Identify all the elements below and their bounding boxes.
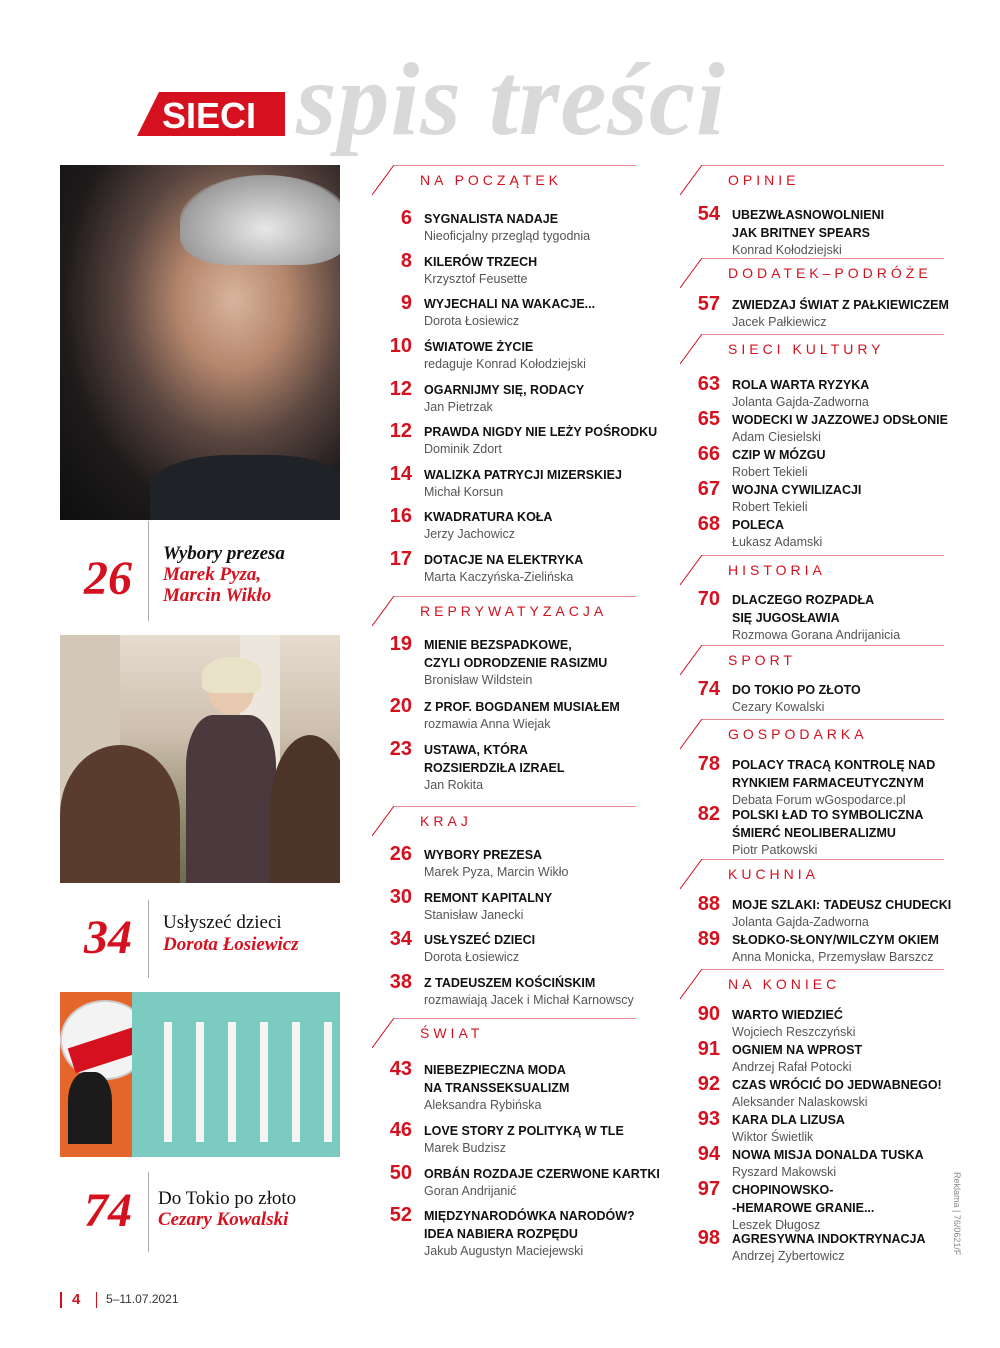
logo-text: SIECI xyxy=(162,95,257,136)
entry-title: DO TOKIO PO ZŁOTO xyxy=(732,683,861,697)
toc-entry[interactable] xyxy=(374,738,634,795)
entry-page-number: 68 xyxy=(697,513,720,535)
entry-page-number: 65 xyxy=(697,408,720,430)
section-label: NA KONIEC xyxy=(728,976,841,992)
entry-author: Anna Monicka, Przemysław Barszcz xyxy=(732,950,934,964)
entry-title: PRAWDA NIGDY NIE LEŻY POŚRODKU xyxy=(424,425,658,439)
entry-page-number: 63 xyxy=(697,373,720,395)
entry-author: Michał Korsun xyxy=(424,485,504,499)
entry-author: Marek Pyza, Marcin Wikło xyxy=(424,865,569,879)
feature-2-title: Usłyszeć dzieci xyxy=(163,912,282,933)
toc-entry[interactable] xyxy=(682,588,942,645)
entry-title: SŁODKO-SŁONY/WILCZYM OKIEM xyxy=(732,933,939,947)
entry-title: POLECA xyxy=(732,518,785,532)
entry-page-number: 30 xyxy=(389,886,412,908)
photo-first-lady xyxy=(60,635,340,883)
entry-author: Aleksander Nalaskowski xyxy=(732,1095,868,1109)
toc-entry[interactable] xyxy=(374,1162,660,1201)
entry-title: MIENIE BEZSPADKOWE, xyxy=(424,638,572,652)
entry-page-number: 93 xyxy=(697,1108,720,1130)
toc-entry[interactable] xyxy=(682,443,942,482)
entry-page-number: 52 xyxy=(389,1204,412,1226)
entry-title: DLACZEGO ROZPADŁA xyxy=(732,593,875,607)
toc-entry[interactable] xyxy=(682,1143,942,1182)
toc-entry[interactable] xyxy=(374,633,634,690)
photo-volleyball-team xyxy=(60,992,340,1157)
entry-author: Jerzy Jachowicz xyxy=(424,527,515,541)
entry-page-number: 10 xyxy=(389,335,412,357)
section-label: HISTORIA xyxy=(728,562,826,578)
entry-title: WODECKI W JAZZOWEJ ODSŁONIE xyxy=(732,413,948,427)
section-header-podroze xyxy=(680,258,944,290)
issue-date: 5–11.07.2021 xyxy=(106,1292,179,1306)
entry-author: rozmawia Anna Wiejak xyxy=(424,717,551,731)
entry-author: Leszek Długosz xyxy=(732,1218,821,1232)
section-label: DODATEK–PODRÓŻE xyxy=(728,265,932,281)
entry-page-number: 88 xyxy=(697,893,720,915)
section-label: GOSPODARKA xyxy=(728,726,868,742)
toc-entry[interactable] xyxy=(682,513,942,552)
entry-title: OGARNIJMY SIĘ, RODACY xyxy=(424,383,585,397)
entry-title: WOJNA CYWILIZACJI xyxy=(732,483,862,497)
entry-page-number: 91 xyxy=(697,1038,720,1060)
entry-page-number: 78 xyxy=(697,753,720,775)
section-label: NA POCZĄTEK xyxy=(420,172,563,188)
section-rule xyxy=(680,645,944,677)
toc-entry[interactable] xyxy=(374,1058,634,1115)
entry-page-number: 98 xyxy=(697,1227,720,1249)
toc-entry[interactable] xyxy=(374,1204,635,1261)
entry-author: Dorota Łosiewicz xyxy=(424,950,520,964)
entry-title: CZIP W MÓZGU xyxy=(732,448,826,462)
entry-title: WARTO WIEDZIEĆ xyxy=(732,1008,843,1022)
entry-title: NIEBEZPIECZNA MODA xyxy=(424,1063,566,1077)
section-header-na-poczatek xyxy=(372,165,636,197)
entry-page-number: 9 xyxy=(400,292,412,314)
entry-page-number: 70 xyxy=(697,588,720,610)
entry-page-number: 8 xyxy=(400,250,412,272)
entry-author: Adam Ciesielski xyxy=(732,430,821,444)
feature-1-number: 26 xyxy=(84,552,132,605)
section-label: SIECI KULTURY xyxy=(728,341,885,357)
entry-page-number: 67 xyxy=(697,478,720,500)
entry-title: ORBÁN ROZDAJE CZERWONE KARTKI xyxy=(424,1167,660,1181)
feature-1-title: Wybory prezesa xyxy=(163,543,285,564)
entry-page-number: 82 xyxy=(697,803,720,825)
entry-title: DOTACJE NA ELEKTRYKA xyxy=(424,553,584,567)
entry-title: Z PROF. BOGDANEM MUSIAŁEM xyxy=(424,700,620,714)
entry-title: REMONT KAPITALNY xyxy=(424,891,553,905)
section-header-kraj xyxy=(372,806,636,838)
entry-author: Piotr Patkowski xyxy=(732,843,818,857)
section-header-kuchnia xyxy=(680,859,944,891)
toc-entry[interactable] xyxy=(682,803,942,860)
section-header-swiat xyxy=(372,1018,636,1050)
toc-entry[interactable] xyxy=(374,1119,634,1158)
footer-divider xyxy=(96,1292,97,1308)
entry-page-number: 23 xyxy=(389,738,412,760)
section-header-gospodarka xyxy=(680,719,944,751)
feature-1-author: Marek Pyza, xyxy=(163,564,262,585)
feature-3-divider xyxy=(148,1172,149,1252)
entry-title-line-2: JAK BRITNEY SPEARS xyxy=(732,226,870,240)
entry-author: Aleksandra Rybińska xyxy=(424,1098,542,1112)
feature-1-author-2: Marcin Wikło xyxy=(163,585,272,606)
toc-entry[interactable] xyxy=(374,207,634,246)
entry-author: Andrzej Rafał Potocki xyxy=(732,1060,852,1074)
photo-kaczynski xyxy=(60,165,340,520)
entry-title: UBEZWŁASNOWOLNIENI xyxy=(732,208,885,222)
entry-page-number: 97 xyxy=(697,1178,720,1200)
entry-author: Andrzej Zybertowicz xyxy=(732,1249,845,1263)
entry-author: Stanisław Janecki xyxy=(424,908,524,922)
entry-author: Bronisław Wildstein xyxy=(424,673,533,687)
entry-page-number: 94 xyxy=(697,1143,720,1165)
feature-3-author: Cezary Kowalski xyxy=(158,1209,289,1230)
entry-title-line-2: ŚMIERĆ NEOLIBERALIZMU xyxy=(732,826,896,840)
entry-page-number: 92 xyxy=(697,1073,720,1095)
entry-author: redaguje Konrad Kołodziejski xyxy=(424,357,586,371)
section-label: OPINIE xyxy=(728,172,800,188)
entry-page-number: 43 xyxy=(389,1058,412,1080)
entry-page-number: 66 xyxy=(697,443,720,465)
entry-page-number: 26 xyxy=(389,843,412,865)
section-rule xyxy=(372,1018,636,1050)
entry-title: KWADRATURA KOŁA xyxy=(424,510,553,524)
toc-entry[interactable] xyxy=(682,928,942,967)
entry-title-line-2: -HEMAROWE GRANIE... xyxy=(732,1201,875,1215)
toc-entry[interactable] xyxy=(682,293,949,332)
toc-entry[interactable] xyxy=(374,463,634,502)
entry-author: Robert Tekieli xyxy=(732,465,808,479)
footer-accent-bar xyxy=(60,1292,62,1308)
toc-entry[interactable] xyxy=(374,548,634,587)
entry-title-line-2: IDEA NABIERA ROZPĘDU xyxy=(424,1227,578,1241)
entry-page-number: 6 xyxy=(400,207,412,229)
toc-entry[interactable] xyxy=(374,335,634,374)
toc-entry[interactable] xyxy=(682,1108,942,1147)
toc-entry[interactable] xyxy=(682,478,942,517)
section-rule xyxy=(372,806,636,838)
entry-page-number: 90 xyxy=(697,1003,720,1025)
toc-entry[interactable] xyxy=(374,505,634,544)
section-rule xyxy=(680,165,944,197)
toc-entry[interactable] xyxy=(374,378,634,417)
entry-author: Ryszard Makowski xyxy=(732,1165,837,1179)
section-header-kultury xyxy=(680,334,944,366)
entry-title: USTAWA, KTÓRA xyxy=(424,743,528,757)
entry-title: Z TADEUSZEM KOŚCIŃSKIM xyxy=(424,976,596,990)
entry-page-number: 89 xyxy=(697,928,720,950)
entry-author: Dominik Zdort xyxy=(424,442,502,456)
entry-author: Jolanta Gajda-Zadworna xyxy=(732,915,869,929)
entry-author: Jolanta Gajda-Zadworna xyxy=(732,395,869,409)
section-header-sport xyxy=(680,645,944,677)
entry-author: Goran Andrijanić xyxy=(424,1184,517,1198)
entry-page-number: 14 xyxy=(389,463,412,485)
entry-author: Robert Tekieli xyxy=(732,500,808,514)
entry-author: rozmawiają Jacek i Michał Karnowscy xyxy=(424,993,634,1007)
toc-entry[interactable] xyxy=(682,1003,942,1042)
toc-entry[interactable] xyxy=(682,678,942,717)
feature-3-number: 74 xyxy=(84,1184,132,1237)
entry-title: ZWIEDZAJ ŚWIAT Z PAŁKIEWICZEM xyxy=(732,298,949,312)
entry-title: OGNIEM NA WPROST xyxy=(732,1043,863,1057)
section-header-reprywatyzacja xyxy=(372,596,636,628)
section-header-historia xyxy=(680,555,944,587)
entry-page-number: 17 xyxy=(389,548,412,570)
toc-entry[interactable] xyxy=(682,893,952,932)
entry-author: Cezary Kowalski xyxy=(732,700,825,714)
entry-page-number: 20 xyxy=(389,695,412,717)
entry-author: Nieoficjalny przegląd tygodnia xyxy=(424,229,591,243)
toc-entry[interactable] xyxy=(682,408,948,447)
entry-title-line-2: ROZSIERDZIŁA IZRAEL xyxy=(424,761,565,775)
entry-title: WYBORY PREZESA xyxy=(424,848,543,862)
entry-page-number: 12 xyxy=(389,420,412,442)
entry-page-number: 57 xyxy=(697,293,720,315)
entry-title-line-2: CZYLI ODRODZENIE RASIZMU xyxy=(424,656,608,670)
entry-title-line-2: RYNKIEM FARMACEUTYCZNYM xyxy=(732,776,924,790)
toc-entry[interactable] xyxy=(374,971,634,1010)
ad-note: Reklama | 76/0621/F xyxy=(952,1172,962,1256)
entry-title: KILERÓW TRZECH xyxy=(424,255,538,269)
entry-author: Wiktor Świetlik xyxy=(732,1130,814,1144)
toc-entry[interactable] xyxy=(374,250,634,289)
entry-page-number: 16 xyxy=(389,505,412,527)
entry-author: Rozmowa Gorana Andrijanicia xyxy=(732,628,901,642)
entry-author: Marta Kaczyńska-Zielińska xyxy=(424,570,574,584)
entry-title: NOWA MISJA DONALDA TUSKA xyxy=(732,1148,924,1162)
section-label: ŚWIAT xyxy=(420,1025,484,1041)
section-label: REPRYWATYZACJA xyxy=(420,603,608,619)
entry-author: Jakub Augustyn Maciejewski xyxy=(424,1244,584,1258)
entry-page-number: 38 xyxy=(389,971,412,993)
toc-entry[interactable] xyxy=(374,928,634,967)
entry-title-line-2: SIĘ JUGOSŁAWIA xyxy=(732,611,840,625)
entry-title: WYJECHALI NA WAKACJE... xyxy=(424,297,596,311)
entry-page-number: 74 xyxy=(697,678,720,700)
toc-entry[interactable] xyxy=(682,1038,942,1077)
entry-title: MIĘDZYNARODÓWKA NARODÓW? xyxy=(424,1209,635,1223)
toc-entry[interactable] xyxy=(682,1178,942,1235)
entry-author: Jan Pietrzak xyxy=(424,400,493,414)
section-label: KUCHNIA xyxy=(728,866,820,882)
entry-title: CZAS WRÓCIĆ DO JEDWABNEGO! xyxy=(732,1078,942,1092)
entry-page-number: 46 xyxy=(389,1119,412,1141)
toc-entry[interactable] xyxy=(682,373,942,412)
toc-entry[interactable] xyxy=(682,1073,942,1112)
entry-title: KARA DLA LIZUSA xyxy=(732,1113,845,1127)
entry-title: SYGNALISTA NADAJE xyxy=(424,212,559,226)
entry-page-number: 19 xyxy=(389,633,412,655)
entry-author: Dorota Łosiewicz xyxy=(424,314,520,328)
feature-2-number: 34 xyxy=(84,911,132,964)
entry-title: AGRESYWNA INDOKTRYNACJA xyxy=(732,1232,926,1246)
entry-title: USŁYSZEĆ DZIECI xyxy=(424,933,536,947)
page-number: 4 xyxy=(72,1291,81,1308)
feature-3-title: Do Tokio po złoto xyxy=(158,1188,297,1209)
toc-entry[interactable] xyxy=(682,1227,942,1266)
entry-author: Marek Budzisz xyxy=(424,1141,506,1155)
entry-author: Debata Forum wGospodarce.pl xyxy=(732,793,906,807)
section-header-opinie xyxy=(680,165,944,197)
section-label: KRAJ xyxy=(420,813,472,829)
entry-title: POLACY TRACĄ KONTROLĘ NAD xyxy=(732,758,936,772)
toc-entry[interactable] xyxy=(682,753,942,810)
section-label: SPORT xyxy=(728,652,796,668)
entry-author: Konrad Kołodziejski xyxy=(732,243,842,257)
entry-title: MOJE SZLAKI: TADEUSZ CHUDECKI xyxy=(732,898,952,912)
entry-title: CHOPINOWSKO- xyxy=(732,1183,834,1197)
entry-author: Jacek Pałkiewicz xyxy=(732,315,827,329)
section-header-na-koniec xyxy=(680,969,944,1001)
entry-author: Krzysztof Feusette xyxy=(424,272,528,286)
feature-1-divider xyxy=(148,521,149,621)
page-title: spis treści xyxy=(296,42,726,157)
entry-author: Jan Rokita xyxy=(424,778,484,792)
feature-2-divider xyxy=(148,900,149,978)
toc-entry[interactable] xyxy=(682,203,942,260)
toc-entry[interactable] xyxy=(374,886,634,925)
toc-entry[interactable] xyxy=(374,843,634,882)
toc-entry[interactable] xyxy=(374,292,634,331)
feature-2-author: Dorota Łosiewicz xyxy=(163,934,299,955)
entry-title: POLSKI ŁAD TO SYMBOLICZNA xyxy=(732,808,924,822)
entry-author: Łukasz Adamski xyxy=(732,535,823,549)
entry-page-number: 34 xyxy=(389,928,412,950)
toc-entry[interactable] xyxy=(374,695,634,734)
entry-title: LOVE STORY Z POLITYKĄ W TLE xyxy=(424,1124,624,1138)
entry-page-number: 50 xyxy=(389,1162,412,1184)
entry-page-number: 12 xyxy=(389,378,412,400)
entry-title-line-2: NA TRANSSEKSUALIZM xyxy=(424,1081,570,1095)
toc-entry[interactable] xyxy=(374,420,658,459)
entry-title: ROLA WARTA RYZYKA xyxy=(732,378,870,392)
entry-title: ŚWIATOWE ŻYCIE xyxy=(424,340,534,354)
entry-author: Wojciech Reszczyński xyxy=(732,1025,856,1039)
entry-title: WALIZKA PATRYCJI MIZERSKIEJ xyxy=(424,468,622,482)
entry-page-number: 54 xyxy=(697,203,720,225)
